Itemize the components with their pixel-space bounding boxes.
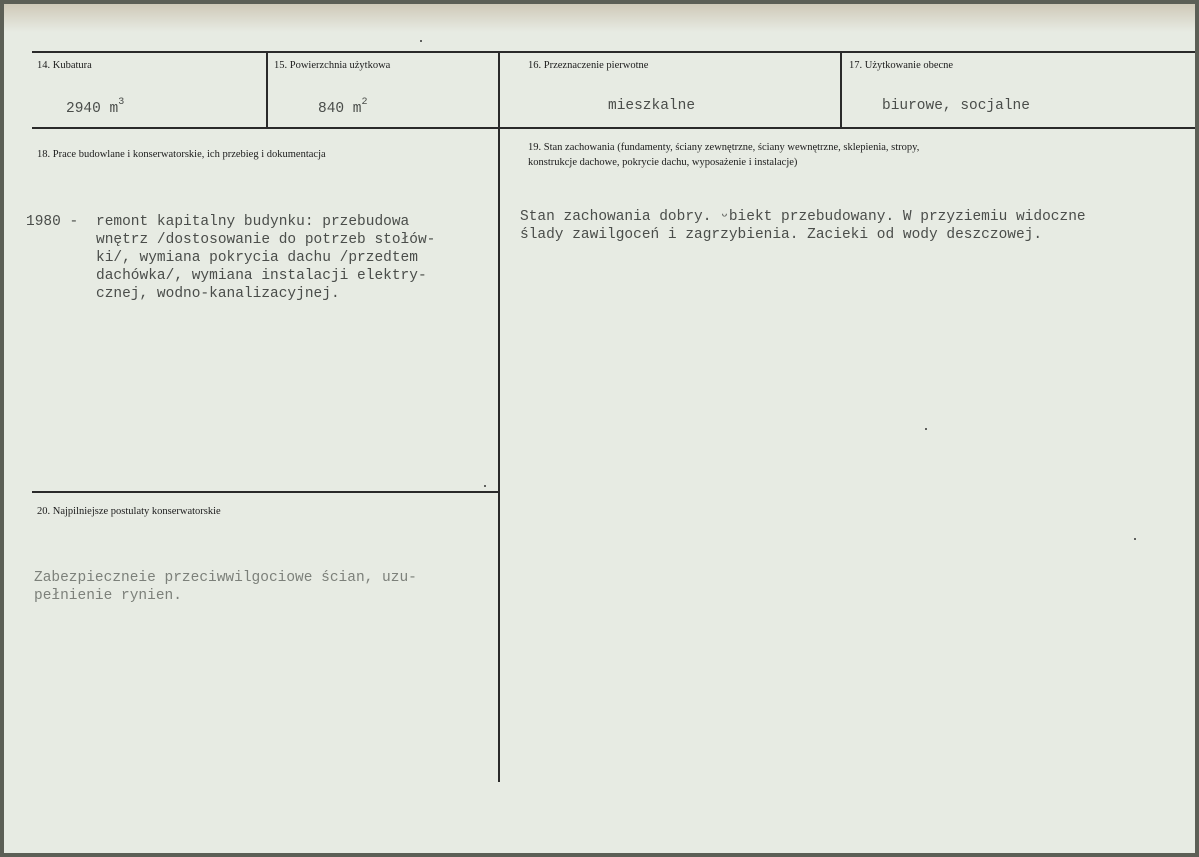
stan-zachowania-line-2: ślady zawilgoceń i zagrzybienia. Zacieki od wody deszczowej. <box>520 227 1043 243</box>
record-card <box>4 4 1195 853</box>
powierzchnia-number: 840 m <box>318 101 362 117</box>
prace-line-2: wnętrz /dostosowanie do potrzeb stołów- <box>96 232 436 248</box>
rule-row1-bottom <box>32 127 1195 129</box>
powierzchnia-value <box>318 97 368 119</box>
przeznaczenie-label: 16. Przeznaczenie pierwotne <box>528 60 649 71</box>
rule-top <box>32 51 1195 53</box>
divider-14-15 <box>266 51 268 127</box>
rule-f20-top <box>32 491 498 493</box>
postulaty-line-1: Zabezpieczneie przeciwwilgociowe ścian, uzu- <box>34 570 417 586</box>
speck <box>420 40 422 42</box>
kubatura-value <box>66 97 125 119</box>
speck <box>925 428 927 430</box>
prace-year: 1980 - <box>26 214 79 230</box>
kubatura-exponent: 3 <box>118 97 125 108</box>
postulaty-label: 20. Najpilniejsze postulaty konserwatorskie <box>37 506 221 517</box>
kubatura-number: 2940 m <box>66 101 119 117</box>
prace-line-3: ki/, wymiana pokrycia dachu /przedtem <box>96 250 418 266</box>
stan-zachowania-label-1: 19. Stan zachowania (fundamenty, ściany zewnętrzne, ściany wewnętrzne, sklepienia, stropy, <box>528 142 920 153</box>
stan-zachowania-line-1: Stan zachowania dobry. ᵕbiekt przebudowany. W przyziemiu widoczne <box>520 209 1086 225</box>
uzytkowanie-value: biurowe, socjalne <box>882 98 1030 114</box>
postulaty-line-2: pełnienie rynien. <box>34 588 182 604</box>
powierzchnia-exponent: 2 <box>361 97 368 108</box>
prace-line-5: cznej, wodno-kanalizacyjnej. <box>96 286 340 302</box>
speck <box>484 485 486 487</box>
speck <box>1134 538 1136 540</box>
divider-16-17 <box>840 51 842 127</box>
prace-line-4: dachówka/, wymiana instalacji elektry- <box>96 268 427 284</box>
przeznaczenie-value: mieszkalne <box>608 98 696 114</box>
powierzchnia-label: 15. Powierzchnia użytkowa <box>274 60 391 71</box>
divider-main <box>498 51 500 782</box>
card-top-edge <box>4 4 1195 32</box>
stan-zachowania-label-2: konstrukcje dachowe, pokrycie dachu, wyposażenie i instalacje) <box>528 157 798 168</box>
prace-line-1: remont kapitalny budynku: przebudowa <box>96 214 410 230</box>
kubatura-label: 14. Kubatura <box>37 60 92 71</box>
uzytkowanie-label: 17. Użytkowanie obecne <box>849 60 954 71</box>
prace-budowlane-label: 18. Prace budowlane i konserwatorskie, ich przebieg i dokumentacja <box>37 149 326 160</box>
